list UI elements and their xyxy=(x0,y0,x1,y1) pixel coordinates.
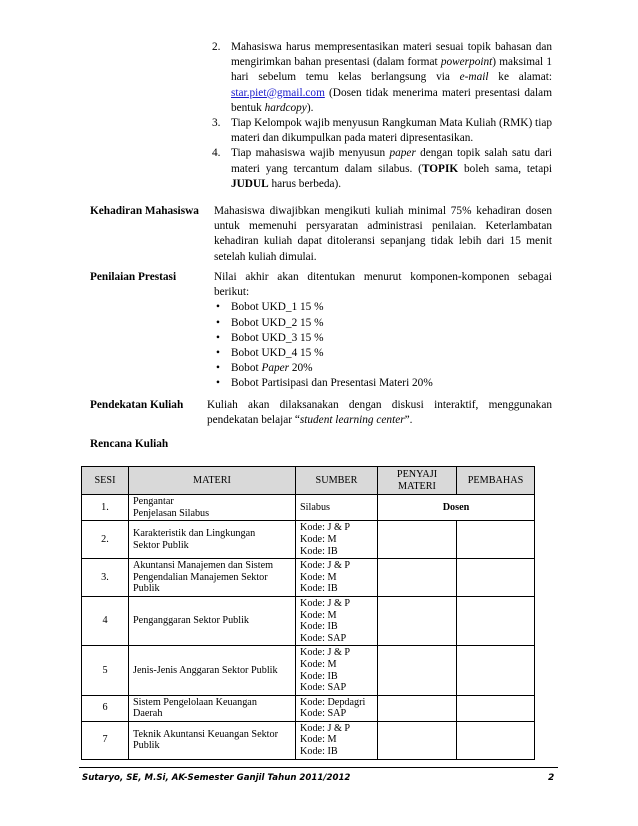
penilaian-section xyxy=(90,270,552,392)
list-item: • Bobot UKD_4 15 % xyxy=(214,346,552,361)
table-row: 3. Akuntansi Manajemen dan Sistem Pengendalian Manajemen Sektor Publik Kode: J & P Kode: M Kode: IB xyxy=(82,559,535,597)
table-header-row xyxy=(82,467,535,495)
table-row: 2. Karakteristik dan Lingkungan Sektor Publik Kode: J & P Kode: M Kode: IB xyxy=(82,521,535,559)
pendekatan-label: Pendekatan Kuliah xyxy=(90,399,184,411)
list-item: 3. Tiap Kelompok wajib menyusun Rangkuman Mata Kuliah (RMK) tiap materi dan dikumpulkan pada materi dipresentasikan. xyxy=(212,117,552,145)
bullet-icon: • xyxy=(216,301,220,314)
bullet-icon: • xyxy=(216,362,220,375)
bullet-icon: • xyxy=(216,347,220,360)
list-item: 4. Tiap mahasiswa wajib menyusun paper dengan topik salah satu dari materi yang tercantum dalam silabus. (TOPIK boleh sama, tetapi JUDUL harus berbeda). xyxy=(212,147,552,190)
list-item: 2. Mahasiswa harus mempresentasikan materi sesuai topik bahasan dan mengirimkan bahan presentasi (dalam format powerpoint) maksimal 1 hari sebelum temu kelas berlangsung via e-mail ke alamat: star.piet@gmail.com (Dosen tidak menerima materi presentasi dalam bentuk hardcopy). xyxy=(212,41,552,114)
header-sumber: SUMBER xyxy=(296,467,378,495)
pendekatan-section xyxy=(90,398,552,428)
kehadiran-section xyxy=(90,204,552,265)
page-number: 2 xyxy=(548,773,555,783)
table-row: 6 Sistem Pengelolaan Keuangan Daerah Kode: Depdagri Kode: SAP xyxy=(82,695,535,721)
header-sesi: SESI xyxy=(82,467,129,495)
rencana-heading: Rencana Kuliah xyxy=(90,438,169,450)
footer-divider xyxy=(79,767,558,768)
penilaian-intro: Nilai akhir akan ditentukan menurut komponen-komponen sebagai berikut: xyxy=(214,271,552,299)
header-penyaji: PENYAJI MATERI xyxy=(378,467,457,495)
tugas-list xyxy=(212,40,552,192)
schedule-table xyxy=(81,466,535,760)
table-row: 4 Penganggaran Sektor Publik Kode: J & P Kode: M Kode: IB Kode: SAP xyxy=(82,596,535,645)
footer-author: Sutaryo, SE, M.Si, AK-Semester Ganjil Tahun 2011/2012 xyxy=(82,773,351,783)
list-item: • Bobot UKD_1 15 % xyxy=(214,300,552,315)
email-link[interactable]: star.piet@gmail.com xyxy=(231,86,325,99)
header-materi: MATERI xyxy=(129,467,296,495)
list-item: • Bobot Partisipasi dan Presentasi Materi 20% xyxy=(214,376,552,391)
pendekatan-text: Kuliah akan dilaksanakan dengan diskusi interaktif, menggunakan pendekatan belajar “student learning center”. xyxy=(207,399,552,427)
kehadiran-text: Mahasiswa diwajibkan mengikuti kuliah minimal 75% kehadiran dosen untuk memenuhi persyaratan administrasi penilaian. Keterlambatan kehadiran kuliah dapat ditoleransi sepanjang tidak lebih dari 15 menit setelah kuliah dimulai. xyxy=(214,205,552,263)
bobot-list xyxy=(214,300,552,391)
bullet-icon: • xyxy=(216,316,220,329)
bullet-icon: • xyxy=(216,331,220,344)
penilaian-label: Penilaian Prestasi xyxy=(90,271,177,283)
table-row: 1. Pengantar Penjelasan Silabus Silabus Dosen xyxy=(82,495,535,521)
bullet-icon: • xyxy=(216,377,220,390)
list-item: • Bobot UKD_3 15 % xyxy=(214,331,552,346)
kehadiran-label: Kehadiran Mahasiswa xyxy=(90,205,199,217)
header-pembahas: PEMBAHAS xyxy=(457,467,535,495)
dosen-cell: Dosen xyxy=(378,495,535,521)
list-item: • Bobot UKD_2 15 % xyxy=(214,316,552,331)
table-row: 7 Teknik Akuntansi Keuangan Sektor Publik Kode: J & P Kode: M Kode: IB xyxy=(82,721,535,759)
table-row: 5 Jenis-Jenis Anggaran Sektor Publik Kode: J & P Kode: M Kode: IB Kode: SAP xyxy=(82,646,535,695)
list-item: • Bobot Paper 20% xyxy=(214,361,552,376)
